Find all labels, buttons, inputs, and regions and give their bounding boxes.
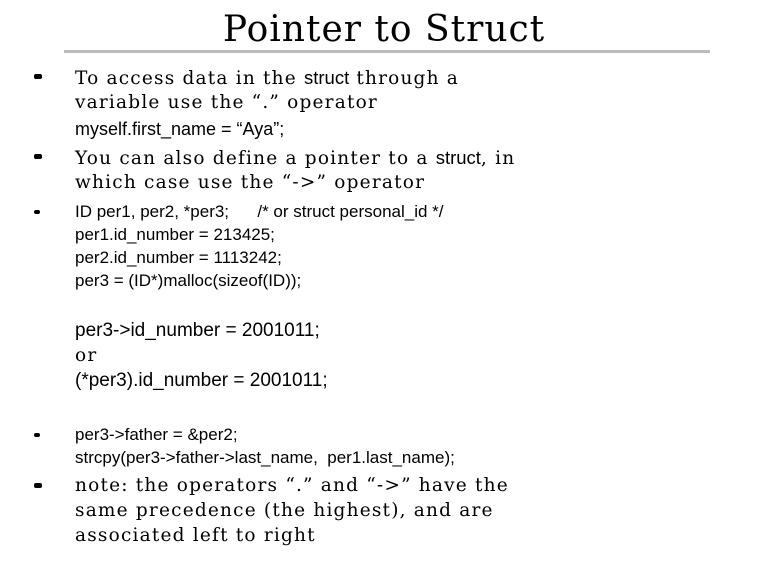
- code-line: per3->id_number = 2001011;: [75, 320, 320, 341]
- code-line: per1.id_number = 213425;: [75, 225, 275, 244]
- text-segment: through a: [349, 68, 460, 89]
- title-divider: [64, 50, 710, 53]
- code-line: (*per3).id_number = 2001011;: [75, 370, 328, 391]
- code-line: or: [75, 345, 98, 366]
- bullet-2-line-1: [75, 146, 515, 171]
- keyword-struct: struct: [304, 67, 350, 88]
- bullet-marker: [34, 154, 42, 159]
- text-segment: You can also define a pointer to a: [75, 148, 436, 169]
- keyword-struct: struct: [435, 147, 481, 168]
- slide-title: Pointer to Struct: [222, 9, 546, 50]
- code-line: per3 = (ID*)malloc(sizeof(ID));: [75, 271, 302, 290]
- bullet-5-line-1: note: the operators “.” and “->” have the: [75, 475, 509, 496]
- code-line: ID per1, per2, *per3; /* or struct personal_id */: [75, 202, 444, 221]
- text-segment: , in: [480, 148, 516, 169]
- bullet-5-line-2: same precedence (the highest), and are: [75, 500, 494, 521]
- code-line: per2.id_number = 1113242;: [75, 248, 282, 267]
- bullet-marker: [34, 483, 42, 488]
- bullet-marker: [34, 74, 42, 79]
- bullet-marker: [34, 433, 40, 437]
- bullet-marker: [34, 210, 40, 214]
- code-line: per3->father = &per2;: [75, 425, 238, 444]
- text-segment: To access data in the: [75, 68, 304, 89]
- bullet-1-line-2: variable use the “.” operator: [75, 92, 378, 113]
- bullet-5-line-3: associated left to right: [75, 525, 316, 546]
- code-line: strcpy(per3->father->last_name, per1.last_name);: [75, 448, 455, 467]
- bullet-1-line-1: [75, 66, 459, 91]
- bullet-1-line-3: myself.first_name = “Aya”;: [75, 119, 285, 139]
- bullet-2-line-2: which case use the “->” operator: [75, 172, 426, 193]
